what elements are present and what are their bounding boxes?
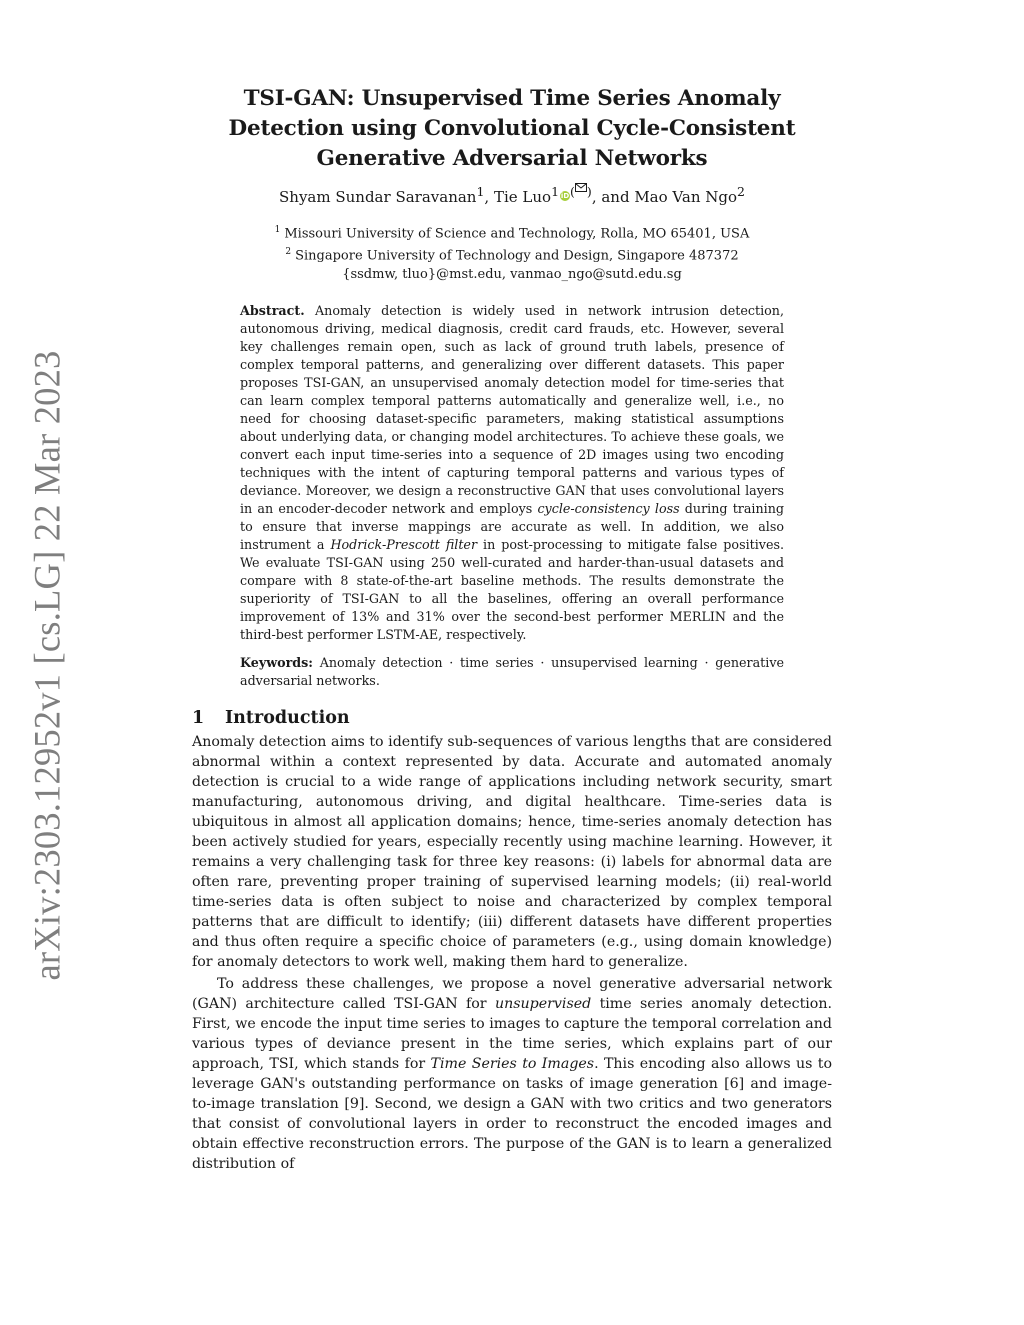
envelope-icon (575, 183, 587, 192)
keywords: Keywords: Anomaly detection · time series · unsupervised learning · generative adversarial networks. (240, 654, 784, 688)
section-heading-introduction (192, 706, 832, 730)
affiliation-2: $^2$ Singapore University of Technology and Design, Singapore 487372 (285, 247, 739, 264)
affiliations (192, 221, 832, 284)
author-emails: {ssdmw, tluo}@mst.edu, vanmao_ngo@sutd.edu.sg (342, 266, 682, 282)
author-3-affil: 2 (737, 184, 745, 199)
paper-title (192, 84, 832, 174)
intro-paragraph-2: To address these challenges, we propose a novel generative adversarial network (GAN) architecture called TSI-GAN for unsupervised time series anomaly detection. First, we encode the input time series to images to capture the temporal correlation and various types of deviance present in the time series, which explains part of our approach, TSI, which stands for Time Series to Images. This encoding also allows us to leverage GAN's outstanding performance on tasks of image generation [6] and image-to-image translation [9]. Second, we design a GAN with two critics and two generators that consist of convolutional layers in order to reconstruct the encoded images and obtain effective reconstruction errors. The purpose of the GAN is to learn a generalized distribution of (192, 975, 833, 1172)
arxiv-identifier-stamp (22, 350, 72, 980)
title-line-1: TSI-GAN: Unsupervised Time Series Anomaly (243, 86, 781, 111)
title-line-2: Detection using Convolutional Cycle-Consistent (228, 116, 796, 141)
arxiv-identifier-text: arXiv:2303.12952v1 [cs.LG] 22 Mar 2023 (26, 349, 68, 981)
abstract: Abstract. Anomaly detection is widely used in network intrusion detection, autonomous driving, medical diagnosis, credit card frauds, etc. However, several key challenges remain open, such as lack of ground truth labels, presence of complex temporal patterns, and generalizing over different datasets. This paper proposes TSI-GAN, an unsupervised anomaly detection model for time-series that can learn complex temporal patterns automatically and generalize well, i.e., no need for choosing dataset-specific parameters, making statistical assumptions about underlying data, or changing model architectures. To achieve these goals, we convert each input time-series into a sequence of 2D images using two encoding techniques with the intent of capturing temporal patterns and various types of deviance. Moreover, we design a reconstructive GAN that uses convolutional layers in an encoder-decoder network and employs cycle-consistency loss during training to ensure that inverse mappings are accurate as well. In addition, we also instrument a Hodrick-Prescott filter in post-processing to mitigate false positives. We evaluate TSI-GAN using 250 well-curated and harder-than-usual datasets and compare with 8 state-of-the-art baseline methods. The results demonstrate the superiority of TSI-GAN to all the baselines, offering an overall performance improvement of 13% and 31% over the second-best performer MERLIN and the third-best performer LSTM-AE, respectively. (240, 302, 785, 642)
orcid-icon[interactable]: iD (560, 192, 570, 200)
abstract-term-hp-filter: Hodrick-Prescott filter (330, 536, 478, 552)
paper-page (192, 84, 832, 1174)
keywords-label: Keywords: (240, 654, 313, 670)
abstract-term-cycle-consistency: cycle-consistency loss (537, 500, 680, 516)
section-title: Introduction (225, 707, 350, 728)
author-2-affil: 1 (551, 184, 560, 199)
term-unsupervised: unsupervised (494, 995, 592, 1012)
term-time-series-to-images: Time Series to Images (430, 1055, 595, 1072)
author-list (192, 182, 832, 207)
title-line-3: Generative Adversarial Networks (316, 146, 708, 171)
author-3: Mao Van Ngo (634, 188, 738, 206)
author-1: Shyam Sundar Saravanan (279, 188, 477, 206)
author-2: Tie Luo (493, 188, 552, 206)
author-1-affil: 1 (476, 184, 485, 199)
abstract-label: Abstract. (240, 302, 305, 318)
intro-paragraph-1: Anomaly detection aims to identify sub-sequences of various lengths that are considered abnormal within a context represented by data. Accurate and automated anomaly detection is crucial to a wide range of applications including network security, smart manufacturing, autonomous driving, and digital healthcare. Time-series data is ubiquitous in almost all application domains; hence, time-series anomaly detection has been actively studied for years, especially recently using machine learning. However, it remains a very challenging task for three key reasons: (i) labels for abnormal data are often rare, preventing proper training of supervised learning models; (ii) real-world time-series data is often subject to noise and characterized by complex temporal patterns that are difficult to identify; (iii) different datasets have different properties and thus often require a specific choice of parameters (e.g., using domain knowledge) for anomaly detectors to work well, making them hard to generalize. (192, 733, 832, 970)
author-separator-1: , (484, 188, 494, 206)
affiliation-1: $^1$ Missouri University of Science and Technology, Rolla, MO 65401, USA (274, 225, 750, 242)
section-number: 1 (192, 707, 205, 728)
corresponding-author-mark: ( ) (570, 184, 592, 199)
author-separator-2: , and (591, 188, 635, 206)
